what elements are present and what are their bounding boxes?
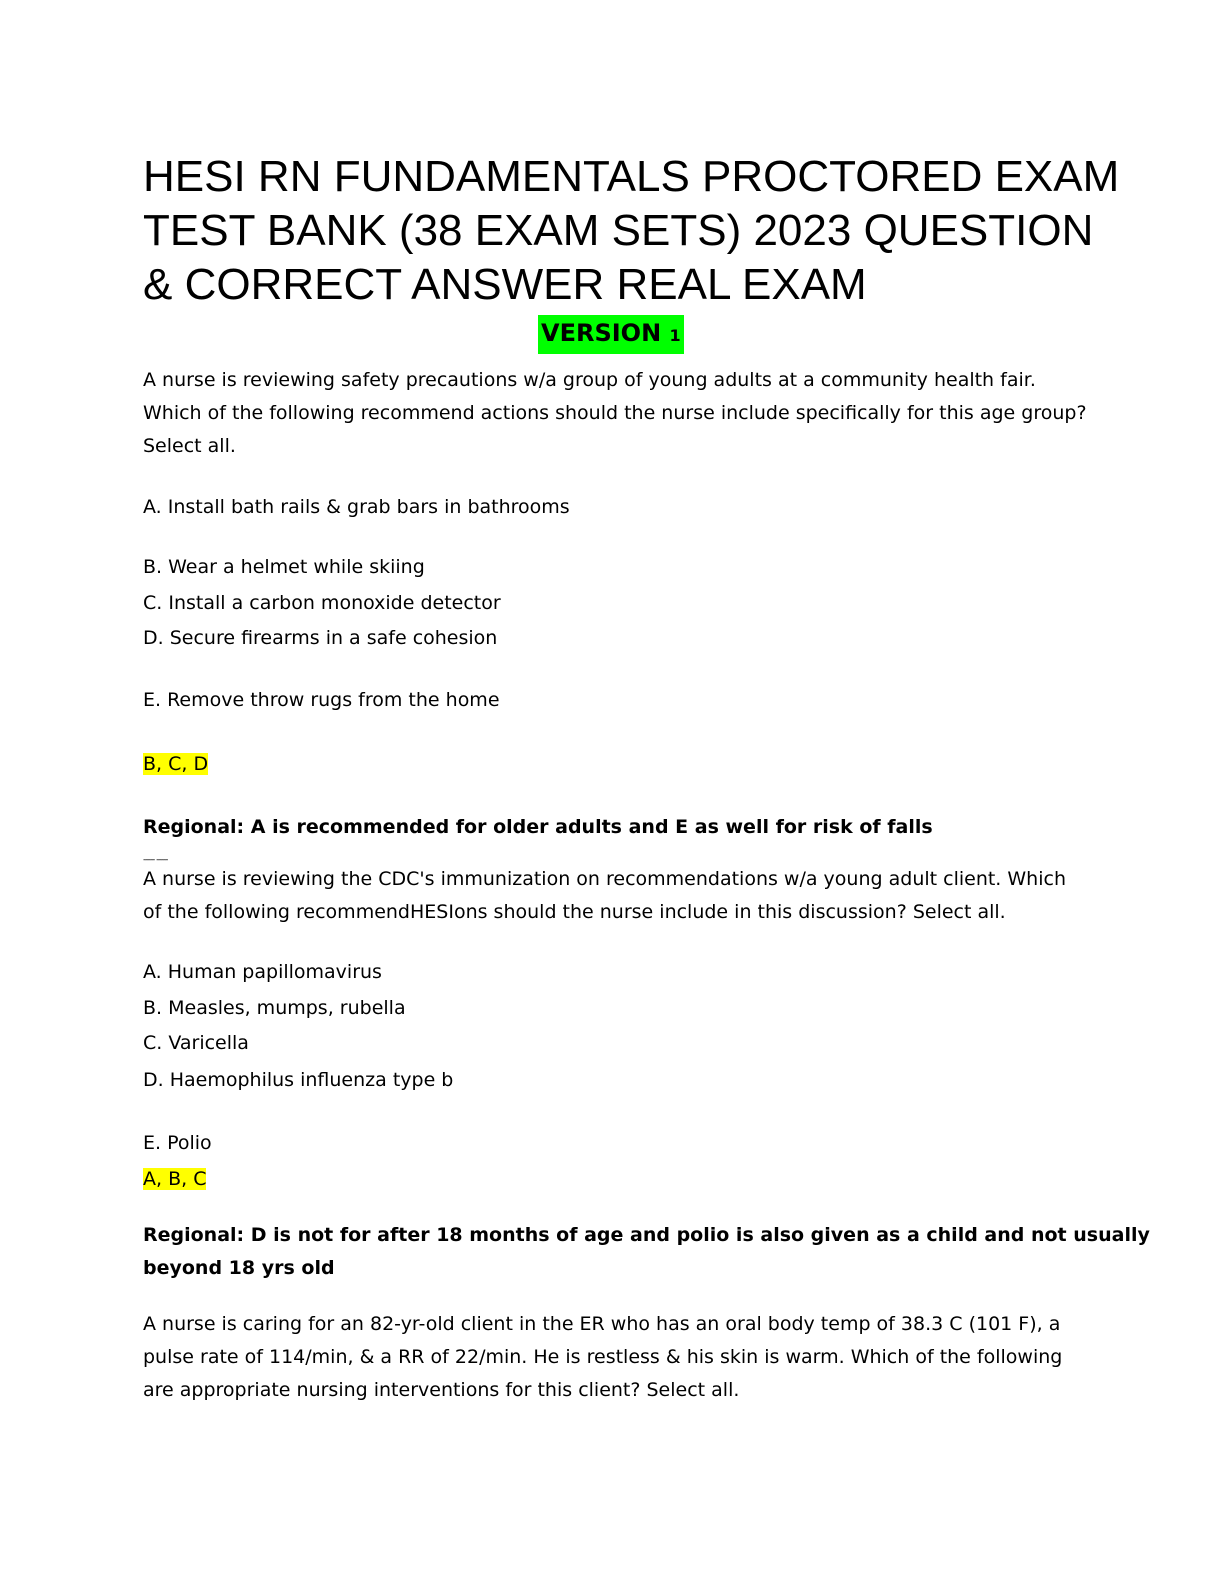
q1-answer-highlight: B, C, D [143, 753, 209, 775]
q1-answer [143, 750, 208, 778]
q2-option-c: C. Varicella [143, 1032, 249, 1054]
q1-option-b: B. Wear a helmet while skiing [143, 556, 425, 578]
q1-option-c: C. Install a carbon monoxide detector [143, 592, 501, 614]
q2-option-e: E. Polio [143, 1132, 212, 1154]
version-label [538, 315, 684, 354]
q2-rationale-line: Regional: D is not for after 18 months of age and polio is also given as a child and not usually [143, 1224, 1150, 1246]
q3-stem-line: are appropriate nursing interventions for this client? Select all. [143, 1379, 740, 1401]
document-title [143, 150, 1153, 312]
title-line-3: & CORRECT ANSWER REAL EXAM [143, 260, 867, 309]
q2-stem-line: A nurse is reviewing the CDC's immunization on recommendations w/a young adult client. Which [143, 868, 1066, 890]
version-text: VERSION [541, 319, 662, 347]
q2-answer [143, 1165, 206, 1193]
q2-option-a: A. Human papillomavirus [143, 961, 382, 983]
q2-rationale-line: beyond 18 yrs old [143, 1257, 335, 1279]
q1-option-a: A. Install bath rails & grab bars in bathrooms [143, 496, 570, 518]
q3-stem-line: pulse rate of 114/min, & a RR of 22/min. He is restless & his skin is warm. Which of the following [143, 1346, 1063, 1368]
q2-stem-line: of the following recommendHESIons should the nurse include in this discussion? Select all. [143, 901, 1006, 923]
q1-option-d: D. Secure firearms in a safe cohesion [143, 627, 498, 649]
q2-answer-highlight: A, B, C [143, 1168, 207, 1190]
version-number: 1 [669, 326, 681, 345]
q1-stem-line: A nurse is reviewing safety precautions w/a group of young adults at a community health fair. [143, 369, 1036, 391]
separator: ----- ----- [143, 855, 168, 865]
q2-option-b: B. Measles, mumps, rubella [143, 997, 406, 1019]
q1-rationale: Regional: A is recommended for older adults and E as well for risk of falls [143, 816, 933, 838]
q1-stem-line: Select all. [143, 435, 236, 457]
q2-option-d: D. Haemophilus influenza type b [143, 1069, 454, 1091]
q3-stem-line: A nurse is caring for an 82-yr-old client in the ER who has an oral body temp of 38.3 C (101 F), a [143, 1313, 1061, 1335]
q1-stem-line: Which of the following recommend actions should the nurse include specifically for this age group? [143, 402, 1087, 424]
q1-option-e: E. Remove throw rugs from the home [143, 689, 500, 711]
title-line-1: HESI RN FUNDAMENTALS PROCTORED EXAM [143, 152, 1120, 201]
title-line-2: TEST BANK (38 EXAM SETS) 2023 QUESTION [143, 206, 1094, 255]
